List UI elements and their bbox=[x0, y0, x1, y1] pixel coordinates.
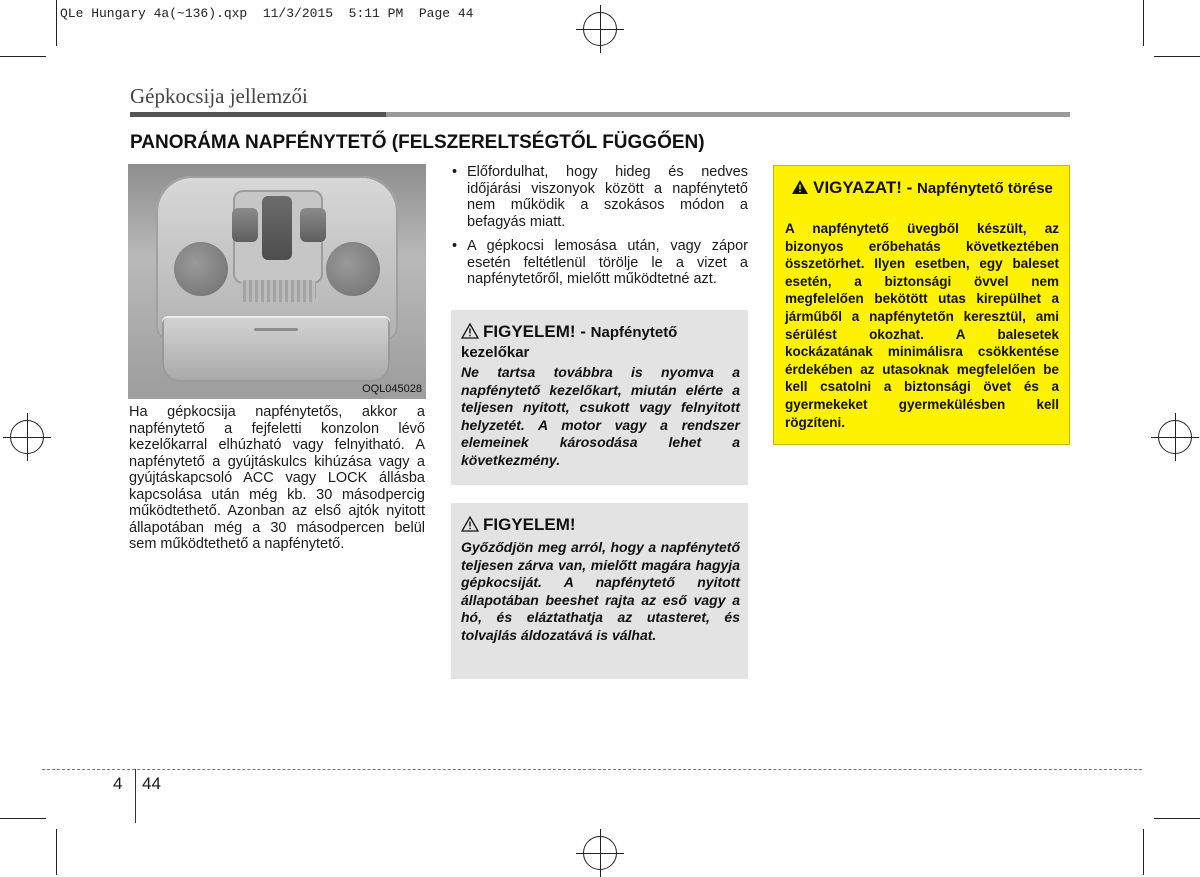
footer-rule bbox=[42, 769, 1142, 770]
list-item bbox=[452, 164, 748, 230]
bullet-text: A gépkocsi lemosása után, vagy zápor esetén feltétlenül törölje le a vizet a napfénytetőről, mielőtt működtetné azt. bbox=[467, 238, 748, 287]
notice-box-closing bbox=[451, 503, 748, 679]
caution-title-sub: Napfénytető törése bbox=[917, 180, 1053, 197]
warning-triangle-filled-icon bbox=[791, 179, 809, 195]
caution-body: A napfénytető üvegből készült, az bizonyos erőbehatás következtében összetörhet. Ilyen esetben, egy baleset esetén, a biztonsági övvel nem megfelelően bekötött utas kirepülhet a járműből a napfénytetőn keresztül, ami sérülést okozhat. A balesetek kockázatának minimálisra csökkentése érdekében az utasoknak megfelelően be kell csatolni a biztonsági övet és a gyermekeket gyermekülésben kell rögzíteni. bbox=[785, 221, 1059, 430]
section-rule-accent bbox=[130, 112, 386, 117]
crop-mark bbox=[1154, 56, 1200, 57]
sunroof-button-right bbox=[300, 208, 326, 242]
page-number: 44 bbox=[142, 774, 161, 793]
photo-label: OQL045028 bbox=[362, 383, 422, 395]
sunroof-button-left bbox=[232, 208, 258, 242]
bullet-marker: • bbox=[452, 238, 458, 254]
warning-triangle-icon bbox=[461, 516, 479, 532]
chapter-number: 4 bbox=[113, 774, 123, 793]
footer-divider bbox=[135, 769, 136, 823]
caution-title-main: VIGYAZAT! - bbox=[813, 178, 918, 197]
crop-mark bbox=[56, 0, 57, 46]
notice-title-main: FIGYELEM! - bbox=[483, 322, 591, 341]
crop-mark bbox=[1143, 829, 1144, 875]
sunroof-control-lever bbox=[262, 196, 292, 260]
crop-mark bbox=[1154, 818, 1200, 819]
overhead-console-photo bbox=[128, 164, 426, 399]
registration-mark bbox=[1158, 420, 1192, 454]
crop-mark bbox=[1143, 0, 1144, 46]
crop-mark bbox=[0, 818, 46, 819]
notice-box-lever bbox=[451, 310, 748, 485]
microphone-grille bbox=[240, 280, 316, 302]
map-lamp-left bbox=[174, 242, 228, 296]
crop-mark bbox=[0, 56, 46, 57]
caution-box bbox=[773, 165, 1070, 445]
notice-title bbox=[461, 515, 576, 535]
notice-title bbox=[461, 322, 743, 362]
registration-mark bbox=[583, 12, 617, 46]
sunglass-holder bbox=[162, 316, 390, 382]
section-title: Gépkocsija jellemzői bbox=[130, 84, 308, 108]
tray-handle bbox=[254, 328, 298, 331]
bullet-marker: • bbox=[452, 164, 458, 180]
crop-mark bbox=[56, 829, 57, 875]
warning-triangle-icon bbox=[461, 323, 479, 339]
caution-title bbox=[786, 178, 1058, 198]
bullet-list bbox=[452, 164, 748, 296]
page-heading: PANORÁMA NAPFÉNYTETŐ (FELSZERELTSÉGTŐL FÜGGŐEN) bbox=[130, 132, 705, 153]
map-lamp-right bbox=[326, 242, 380, 296]
print-slug: QLe Hungary 4a(~136).qxp 11/3/2015 5:11 PM Page 44 bbox=[60, 6, 474, 21]
list-item bbox=[452, 238, 748, 288]
notice-body: Győződjön meg arról, hogy a napfénytető teljesen zárva van, mielőtt magára hagyja gépkocsiját. A napfénytető nyitott állapotában beeshet rajta az eső vagy a hó, és eláztathatja az utasteret, és tolvajlás áldozatává is válhat. bbox=[461, 539, 740, 643]
notice-body: Ne tartsa továbbra is nyomva a napfénytető kezelőkart, miután elérte a teljesen nyitott, csukott vagy felnyitott helyzetét. A motor vagy a rendszer elemeinek károsodása lehet a következmény. bbox=[461, 364, 740, 468]
notice-title-sub: Napfénytető kezelőkar bbox=[461, 324, 678, 361]
registration-mark bbox=[583, 836, 617, 870]
registration-mark bbox=[10, 420, 44, 454]
notice-title-main: FIGYELEM! bbox=[483, 515, 576, 534]
intro-paragraph: Ha gépkocsija napfénytetős, akkor a napfénytető a fejfeletti konzolon lévő kezelőkarral elhúzható vagy felnyitható. A napfénytető a gyújtáskulcs kihúzása vagy a gyújtáskapcsoló ACC vagy LOCK állásba kapcsolása után még kb. 30 másodpercig működtethető. Azonban az első ajtók nyitott állapotában még a 30 másodpercen belül sem működtethető a napfénytető. bbox=[129, 404, 425, 552]
bullet-text: Előfordulhat, hogy hideg és nedves időjárási viszonyok között a napfénytető nem működik a szokásos módon a befagyás miatt. bbox=[467, 164, 748, 230]
